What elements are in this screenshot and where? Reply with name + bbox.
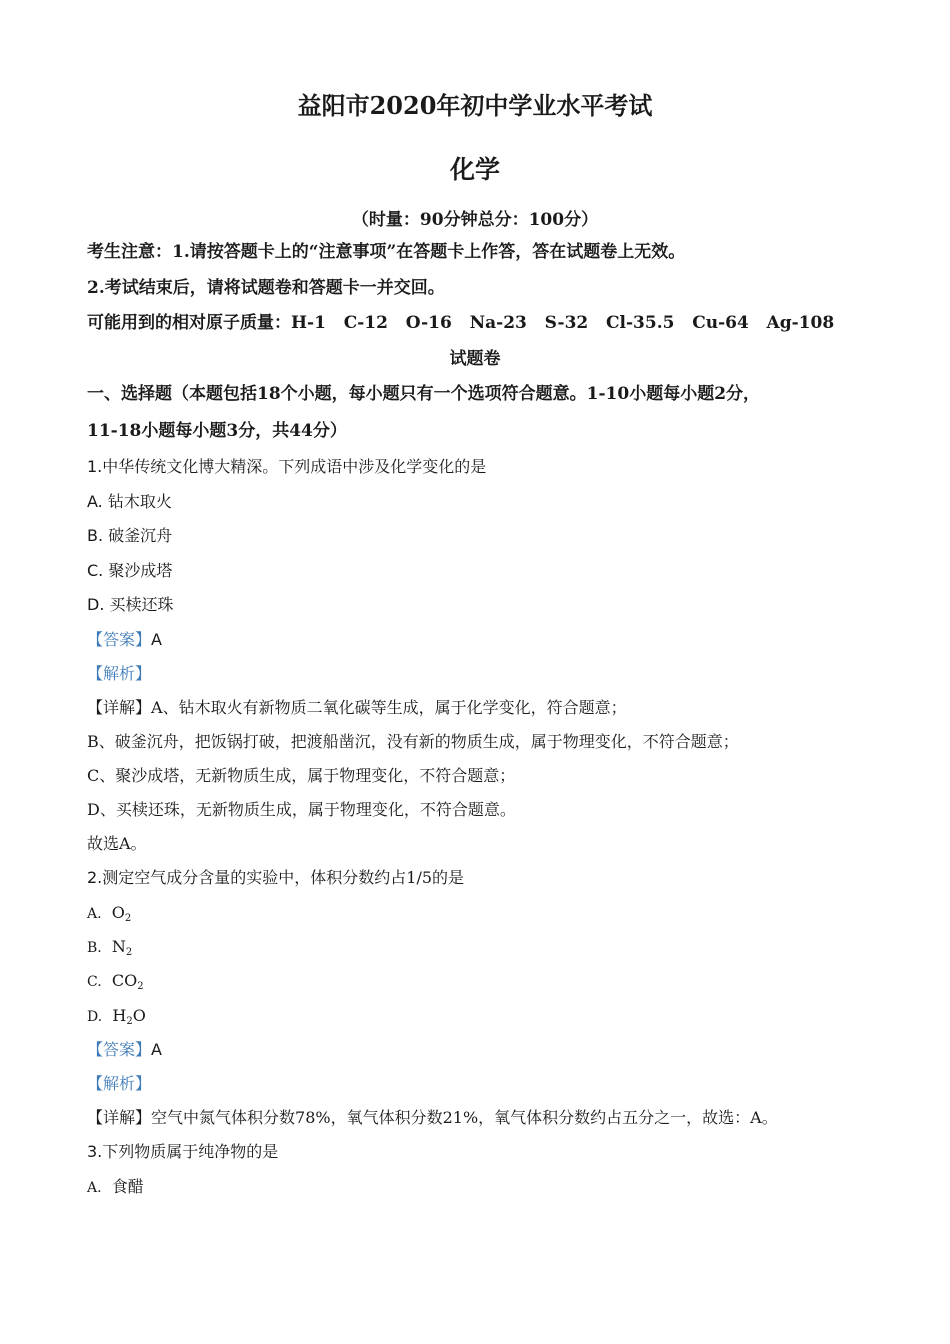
q1-option-c: C. 聚沙成塔	[87, 561, 173, 580]
q1-option-a: A. 钻木取火	[87, 492, 172, 511]
question-3	[87, 1141, 278, 1163]
paper-label: 试题卷	[449, 349, 501, 369]
q1-detail-1: 【详解】A、钻木取火有新物质二氧化碳等生成，属于化学变化，符合题意；	[87, 698, 627, 717]
exam-title: 益阳市2020年初中学业水平考试	[297, 91, 653, 120]
section-heading-1: 一、选择题（本题包括18个小题，每小题只有一个选项符合题意。1-10小题每小题2分，	[87, 384, 761, 404]
question-stem: 下列物质属于纯净物的是	[102, 1142, 279, 1161]
answer-tag: 【答案】	[87, 630, 152, 649]
question-number: 2.	[87, 868, 103, 887]
question-1	[87, 456, 486, 478]
q1-analysis-tag: 【解析】	[87, 664, 152, 683]
detail-tag: 【详解】	[87, 1108, 152, 1127]
subject-title: 化学	[449, 155, 500, 184]
q2-option-c: C. $CO_2$	[87, 971, 144, 992]
q1-option-d: D. 买椟还珠	[87, 595, 174, 614]
time-info: （时量：90分钟总分：100分）	[351, 210, 599, 230]
detail-tag: 【详解】	[87, 698, 152, 717]
q2-detail: 【详解】空气中氮气体积分数78%，氧气体积分数21%，氧气体积分数约占五分之一，故选：A。	[87, 1108, 778, 1127]
q2-answer	[87, 1039, 162, 1061]
q1-detail-3: C、聚沙成塔，无新物质生成，属于物理变化，不符合题意；	[87, 766, 516, 785]
question-2	[87, 867, 464, 889]
q3-option-a: A. 食醋	[87, 1177, 144, 1196]
q1-detail-2: B、破釜沉舟，把饭锅打破，把渡船凿沉，没有新的物质生成，属于物理变化，不符合题意；	[87, 732, 739, 751]
notice-line-2: 2.考试结束后，请将试题卷和答题卡一并交回。	[87, 278, 445, 298]
section-heading-2: 11-18小题每小题3分，共44分）	[87, 421, 347, 441]
answer-tag: 【答案】	[87, 1040, 152, 1059]
q2-option-b: B. $N_2$	[87, 937, 133, 958]
q1-option-b: B. 破釜沉舟	[87, 526, 173, 545]
q1-detail-4: D、买椟还珠，无新物质生成，属于物理变化，不符合题意。	[87, 800, 516, 819]
q2-analysis-tag: 【解析】	[87, 1074, 152, 1093]
q2-option-d: D. $H_2O$	[87, 1006, 146, 1027]
question-number: 3.	[87, 1142, 103, 1161]
q1-detail-5: 故选A。	[87, 834, 147, 853]
answer-value: A	[151, 1040, 162, 1059]
notice-line-1: 考生注意：1.请按答题卡上的“注意事项”在答题卡上作答，答在试题卷上无效。	[87, 242, 686, 262]
question-stem: 测定空气成分含量的实验中，体积分数约占1/5的是	[102, 868, 465, 887]
q2-option-a: A. $O_2$	[87, 903, 132, 924]
atomic-masses: 可能用到的相对原子质量：H-1 C-12 O-16 Na-23 S-32 Cl-35.5 Cu-64 Ag-108	[87, 313, 835, 333]
q1-answer	[87, 629, 162, 651]
question-number: 1.	[87, 457, 103, 476]
question-stem: 中华传统文化博大精深。下列成语中涉及化学变化的是	[102, 457, 487, 476]
answer-value: A	[151, 630, 162, 649]
